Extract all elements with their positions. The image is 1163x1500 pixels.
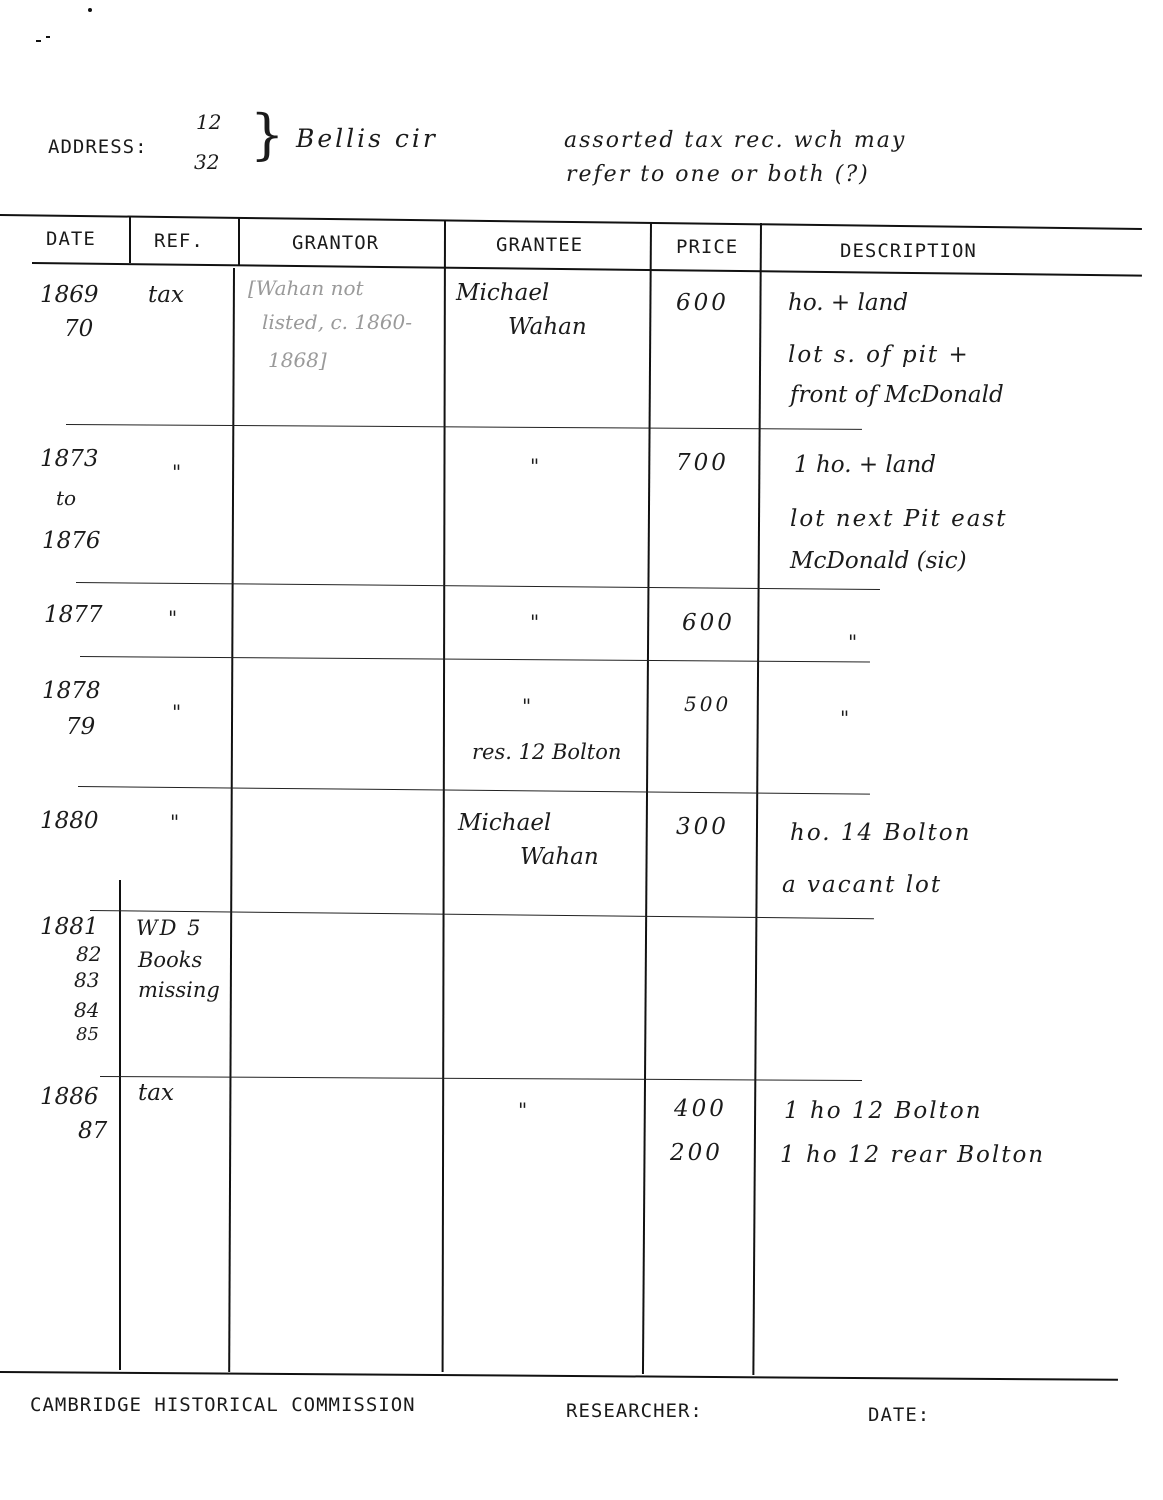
row-separator [78,786,870,795]
column-header-price: PRICE [676,236,739,258]
row-4-date: 1878 [42,678,101,704]
row-5-description: ho. 14 Bolton [790,820,972,846]
row-4-ref: " [172,700,182,724]
row-7-date: 87 [78,1118,108,1144]
row-3-ref: " [168,606,178,630]
row-5-price: 300 [676,814,729,840]
column-divider [129,217,131,263]
row-1-price: 600 [676,290,729,316]
row-2-date: to [56,486,77,510]
row-3-date: 1877 [44,602,103,628]
street-name: Bellis cir [296,124,438,153]
row-6-date: 83 [74,968,100,992]
row-2-description: McDonald (sic) [790,548,967,574]
row-4-grantee: res. 12 Bolton [472,740,622,764]
row-6-date: 85 [76,1024,99,1045]
column-header-date: DATE [46,228,96,250]
row-7-description: 1 ho 12 Bolton [784,1098,983,1124]
row-1-ref: tax [148,282,184,308]
address-number-1: 12 [196,110,222,134]
row-2-description: lot next Pit east [790,506,1008,532]
row-6-ref: missing [138,978,220,1002]
row-1-grantee: Michael [456,280,550,306]
row-1-grantor: listed, c. 1860- [262,310,413,334]
row-1-grantee: Wahan [508,314,587,340]
row-4-date: 79 [66,714,96,740]
row-6-ref: WD 5 [136,916,203,940]
row-6-date: 82 [76,942,102,966]
header-bottom-rule [32,262,1142,277]
row-3-grantee: " [530,610,540,634]
row-7-date: 1886 [40,1084,99,1110]
row-3-price: 600 [682,610,735,636]
row-3-description: " [848,630,858,654]
row-1-description: front of McDonald [790,382,1004,408]
row-7-grantee: " [518,1098,528,1122]
row-6-date: 1881 [40,914,99,940]
row-2-date: 1876 [42,528,101,554]
row-5-grantee: Wahan [520,844,599,870]
row-5-description: a vacant lot [782,872,943,898]
column-header-ref: REF. [154,230,204,252]
stray-mark [36,40,41,42]
row-6-date: 84 [74,998,100,1022]
row-5-ref: " [170,810,180,834]
row-4-price: 500 [684,692,732,716]
row-6-ref: Books [138,948,203,972]
row-2-date: 1873 [40,446,99,472]
row-2-price: 700 [676,450,729,476]
header-note-line-2: refer to one or both (?) [566,162,870,187]
row-1-date: 70 [64,316,94,342]
address-number-2: 32 [194,150,220,174]
row-4-grantee: " [522,694,532,718]
column-divider [119,880,121,1370]
row-1-description: lot s. of pit + [788,342,970,368]
column-divider [238,218,240,266]
row-2-grantee: " [530,454,540,478]
row-2-ref: " [172,460,182,484]
address-brace: } [250,103,285,166]
row-5-grantee: Michael [458,810,552,836]
row-2-description: 1 ho. + land [794,452,937,478]
column-divider [442,220,446,1372]
address-label: ADDRESS: [48,136,148,158]
footer-date-label: DATE: [868,1404,931,1426]
column-header-description: DESCRIPTION [840,240,977,262]
row-7-price: 200 [670,1140,723,1166]
row-5-date: 1880 [40,808,99,834]
column-divider [752,223,762,1375]
header-note-line-1: assorted tax rec. wch may [564,128,907,153]
row-1-date: 1869 [40,282,99,308]
stray-mark [46,36,50,38]
row-4-description: " [840,706,850,730]
footer-researcher-label: RESEARCHER: [566,1400,703,1422]
row-separator [66,424,862,430]
row-7-price: 400 [674,1096,727,1122]
column-divider [228,268,235,1372]
column-divider [642,222,652,1374]
row-separator [80,656,870,663]
table-top-rule [0,214,1142,230]
row-1-description: ho. + land [788,290,909,316]
column-header-grantor: GRANTOR [292,232,380,254]
row-7-description: 1 ho 12 rear Bolton [780,1142,1046,1168]
row-separator [100,1076,862,1081]
stray-mark [88,8,92,12]
footer-organization: CAMBRIDGE HISTORICAL COMMISSION [30,1394,416,1416]
column-header-grantee: GRANTEE [496,234,584,256]
footer-rule [0,1371,1118,1381]
row-1-grantor: 1868] [268,348,327,372]
row-7-ref: tax [138,1080,174,1106]
row-1-grantor: [Wahan not [248,276,364,300]
